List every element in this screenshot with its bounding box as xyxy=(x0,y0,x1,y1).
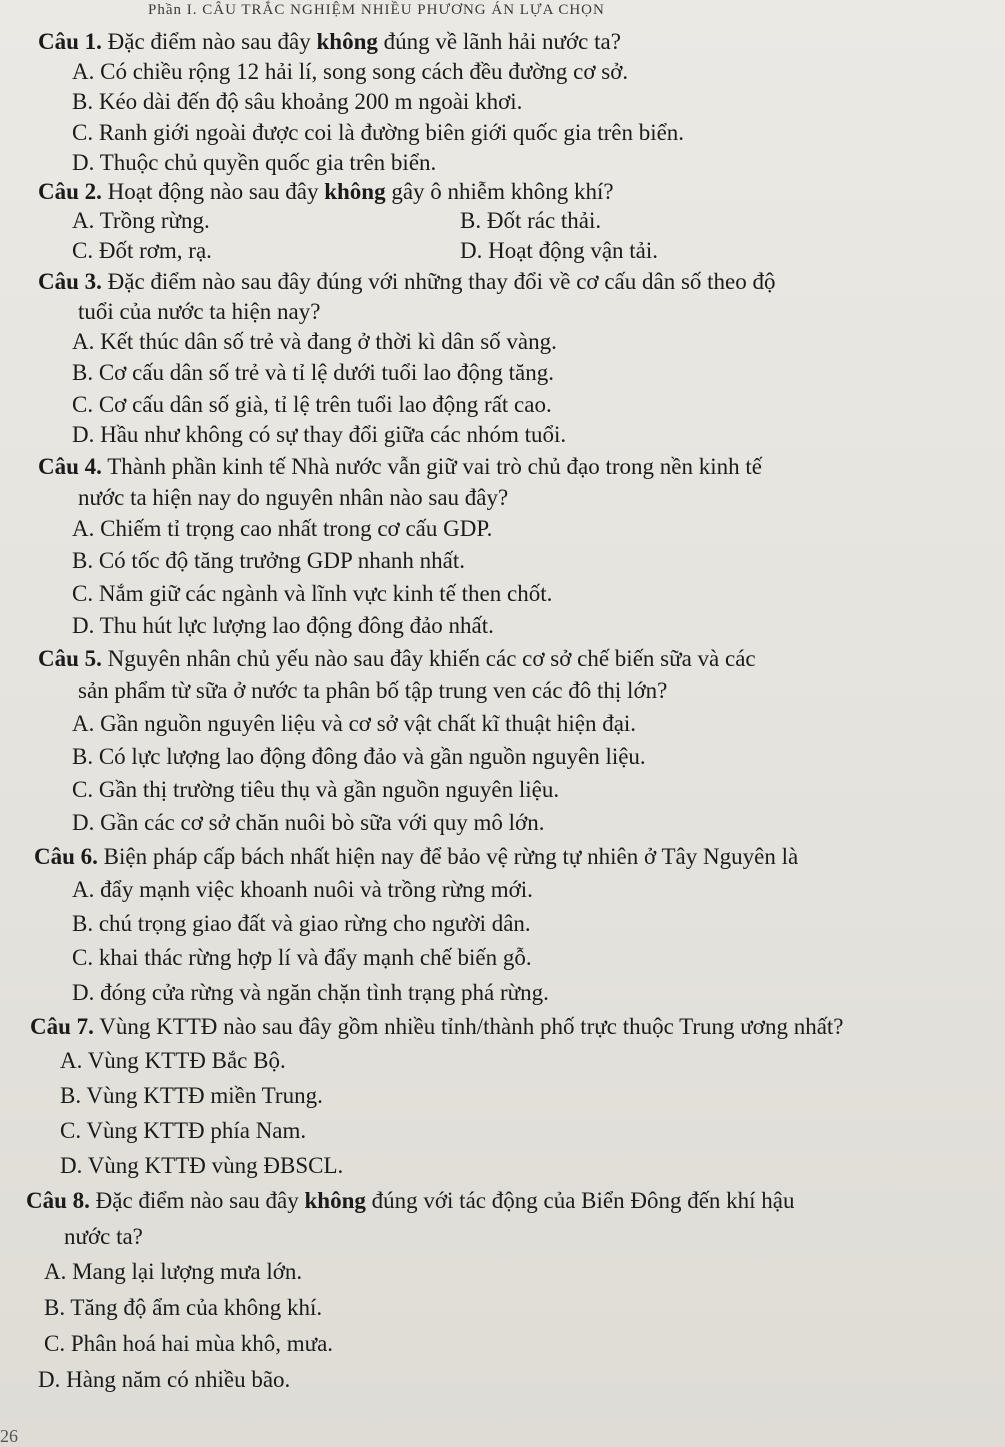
question-3-text-line2: tuổi của nước ta hiện nay? xyxy=(78,299,321,324)
section-header: Phần I. CÂU TRẮC NGHIỆM NHIỀU PHƯƠNG ÁN LỰA CHỌN xyxy=(148,2,605,18)
question-6-text-line1: Biện pháp cấp bách nhất hiện nay để bảo vệ rừng tự nhiên ở Tây Nguyên là xyxy=(97,844,799,869)
question-4-number: Câu 4. xyxy=(38,454,102,479)
question-1-text-a: Đặc điểm nào sau đây xyxy=(101,29,317,54)
question-1-number: Câu 1. xyxy=(38,29,102,54)
question-8-text-b: đúng với tác động của Biển Đông đến khí hậu xyxy=(365,1188,795,1213)
question-8-number: Câu 8. xyxy=(26,1188,90,1213)
question-7-option-c: C. Vùng KTTĐ phía Nam. xyxy=(60,1118,307,1143)
question-2-stem xyxy=(38,178,614,206)
question-8-text-line2: nước ta? xyxy=(64,1224,143,1249)
question-1-option-c: C. Ranh giới ngoài được coi là đường biên giới quốc gia trên biển. xyxy=(72,120,685,145)
question-7-option-a: A. Vùng KTTĐ Bắc Bộ. xyxy=(60,1048,286,1073)
question-2-option-a: A. Trồng rừng. xyxy=(72,208,210,233)
question-3-option-c: C. Cơ cấu dân số già, tỉ lệ trên tuổi lao động rất cao. xyxy=(72,392,552,417)
question-6-number: Câu 6. xyxy=(34,844,98,869)
question-2-number: Câu 2. xyxy=(38,179,102,204)
question-3-number: Câu 3. xyxy=(38,269,102,294)
question-3-option-a: A. Kết thúc dân số trẻ và đang ở thời kì dân số vàng. xyxy=(72,329,557,354)
question-5-option-a: A. Gần nguồn nguyên liệu và cơ sở vật chất kĩ thuật hiện đại. xyxy=(72,711,637,736)
question-2-text-a: Hoạt động nào sau đây xyxy=(101,179,325,204)
question-8-stem xyxy=(26,1187,795,1215)
question-5-option-b: B. Có lực lượng lao động đông đảo và gần nguồn nguyên liệu. xyxy=(72,744,646,769)
question-4-option-c: C. Nắm giữ các ngành và lĩnh vực kinh tế then chốt. xyxy=(72,581,553,606)
question-3-option-d: D. Hầu như không có sự thay đổi giữa các nhóm tuổi. xyxy=(72,422,567,447)
question-2-option-d: D. Hoạt động vận tải. xyxy=(460,238,659,263)
question-6-option-b: B. chú trọng giao đất và giao rừng cho người dân. xyxy=(72,911,531,936)
question-1-stem xyxy=(38,28,621,56)
question-8-option-c: C. Phân hoá hai mùa khô, mưa. xyxy=(44,1331,334,1356)
question-3-option-b: B. Cơ cấu dân số trẻ và tỉ lệ dưới tuổi lao động tăng. xyxy=(72,360,555,385)
question-4-option-b: B. Có tốc độ tăng trưởng GDP nhanh nhất. xyxy=(72,548,466,573)
question-4-text-line2: nước ta hiện nay do nguyên nhân nào sau đây? xyxy=(78,485,509,510)
question-5-stem xyxy=(38,645,756,673)
question-5-text-line1: Nguyên nhân chủ yếu nào sau đây khiến các cơ sở chế biến sữa và các xyxy=(101,646,756,671)
question-1-text-b: đúng về lãnh hải nước ta? xyxy=(377,29,621,54)
question-4-stem xyxy=(38,453,762,481)
question-3-stem xyxy=(38,268,776,296)
page-number: 26 xyxy=(0,1426,18,1446)
question-4-text-line1: Thành phần kinh tế Nhà nước vẫn giữ vai trò chủ đạo trong nền kinh tế xyxy=(101,454,762,479)
question-5-option-d: D. Gần các cơ sở chăn nuôi bò sữa với quy mô lớn. xyxy=(72,810,545,835)
question-2-option-c: C. Đốt rơm, rạ. xyxy=(72,238,212,263)
question-6-stem xyxy=(34,843,798,871)
question-7-number: Câu 7. xyxy=(30,1014,94,1039)
question-1-option-d: D. Thuộc chủ quyền quốc gia trên biển. xyxy=(72,150,437,175)
question-2-text-b: gây ô nhiễm không khí? xyxy=(385,179,614,204)
question-1-option-a: A. Có chiều rộng 12 hải lí, song song cách đều đường cơ sở. xyxy=(72,59,629,84)
question-1-option-b: B. Kéo dài đến độ sâu khoảng 200 m ngoài khơi. xyxy=(72,89,523,114)
question-7-stem xyxy=(30,1013,844,1041)
question-7-option-d: D. Vùng KTTĐ vùng ĐBSCL. xyxy=(60,1153,344,1178)
question-6-option-c: C. khai thác rừng hợp lí và đẩy mạnh chế biến gỗ. xyxy=(72,945,532,970)
question-7-text-line1: Vùng KTTĐ nào sau đây gồm nhiều tỉnh/thành phố trực thuộc Trung ương nhất? xyxy=(93,1014,844,1039)
question-1-emphasis: không xyxy=(316,29,378,54)
question-8-option-d: D. Hàng năm có nhiều bão. xyxy=(38,1367,291,1392)
question-8-emphasis: không xyxy=(304,1188,366,1213)
question-8-option-a: A. Mang lại lượng mưa lớn. xyxy=(44,1259,303,1284)
question-8-option-b: B. Tăng độ ẩm của không khí. xyxy=(44,1295,323,1320)
question-3-text-line1: Đặc điểm nào sau đây đúng với những thay đổi về cơ cấu dân số theo độ xyxy=(101,269,776,294)
question-5-option-c: C. Gần thị trường tiêu thụ và gần nguồn nguyên liệu. xyxy=(72,777,560,802)
question-5-number: Câu 5. xyxy=(38,646,102,671)
question-6-option-d: D. đóng cửa rừng và ngăn chặn tình trạng phá rừng. xyxy=(72,980,549,1005)
question-2-option-b: B. Đốt rác thải. xyxy=(460,208,602,233)
question-4-option-d: D. Thu hút lực lượng lao động đông đảo nhất. xyxy=(72,613,494,638)
question-4-option-a: A. Chiếm tỉ trọng cao nhất trong cơ cấu GDP. xyxy=(72,516,493,541)
question-6-option-a: A. đẩy mạnh việc khoanh nuôi và trồng rừng mới. xyxy=(72,877,533,902)
question-2-emphasis: không xyxy=(324,179,386,204)
question-5-text-line2: sản phẩm từ sữa ở nước ta phân bố tập trung ven các đô thị lớn? xyxy=(78,678,668,703)
question-8-text-a: Đặc điểm nào sau đây xyxy=(89,1188,305,1213)
question-7-option-b: B. Vùng KTTĐ miền Trung. xyxy=(60,1083,323,1108)
